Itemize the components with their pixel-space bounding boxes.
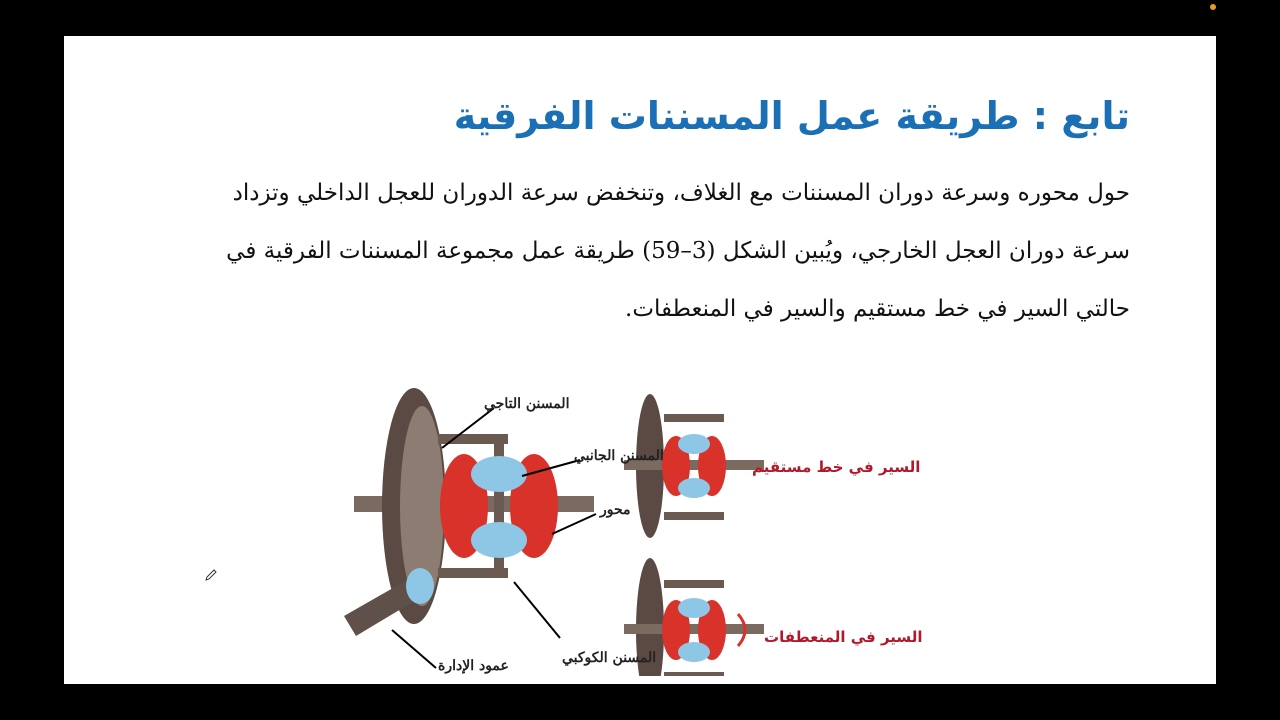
slide-title: تابع : طريقة عمل المسننات الفرقية: [453, 94, 1130, 138]
caption-straight: السير في خط مستقيم: [752, 458, 921, 476]
label-side-gear: المسنن الجانبي: [574, 448, 664, 464]
caption-turns: السير في المنعطفات: [764, 628, 923, 646]
planet-gear-bottom: [471, 522, 527, 558]
slide: [64, 36, 1216, 684]
paragraph-line-1: حول محوره وسرعة دوران المسننات مع الغلاف، وتنخفض سرعة الدوران للعجل الداخلي وتزداد: [232, 180, 1130, 206]
pen-cursor-icon: [204, 568, 218, 582]
differential-figure: [334, 346, 923, 676]
straight-driving-diagram: [624, 394, 764, 538]
status-dot: [1210, 4, 1216, 10]
label-drive-shaft: عمود الإدارة: [438, 658, 509, 674]
planet-gear-top: [471, 456, 527, 492]
label-planet-gear: المسنن الكوكبي: [562, 650, 657, 666]
paragraph-line-3: حالتي السير في خط مستقيم والسير في المنعطفات.: [625, 296, 1130, 322]
paragraph-line-2: سرعة دوران العجل الخارجي، ويُبين الشكل (3–59) طريقة عمل مجموعة المسننات الفرقية في: [226, 238, 1130, 264]
slide-paragraph: [154, 164, 1130, 338]
label-axle: محور: [600, 502, 631, 518]
label-crown-gear: المسنن التاجي: [484, 396, 570, 412]
